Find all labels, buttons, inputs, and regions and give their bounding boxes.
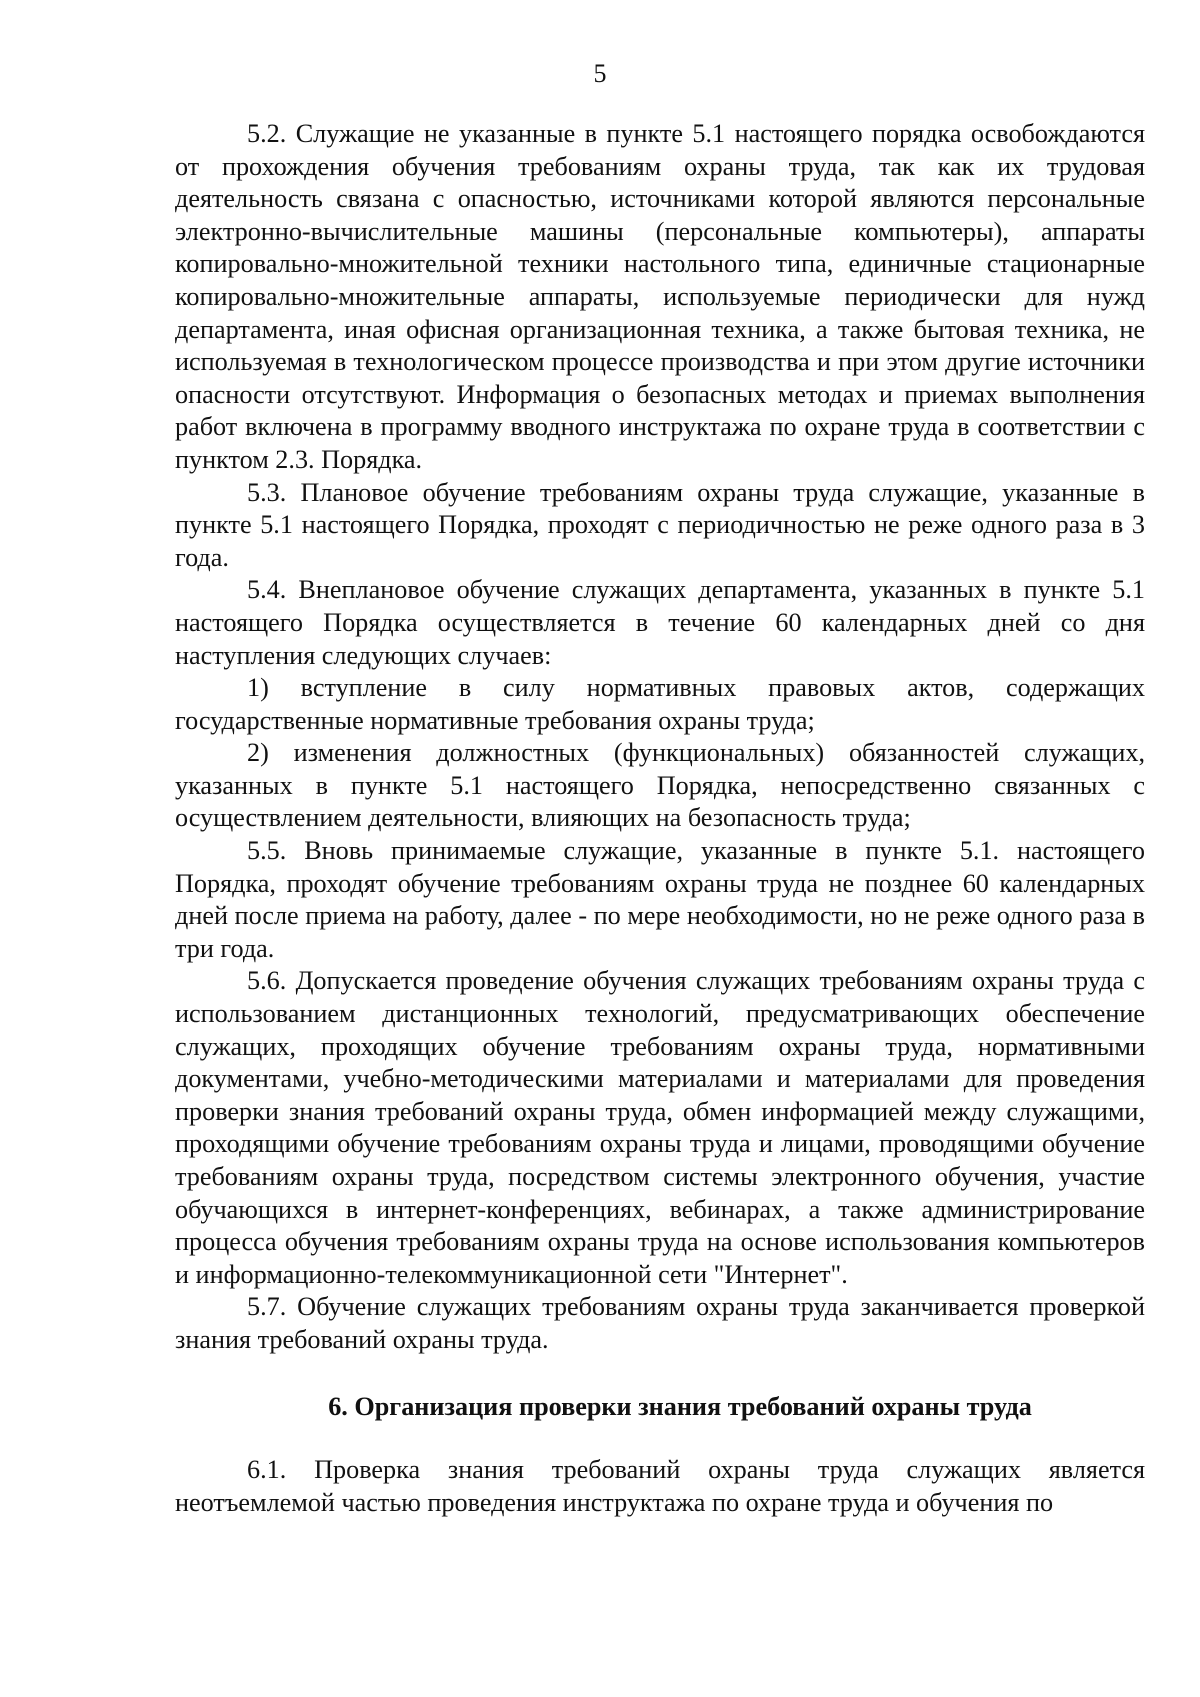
paragraph-5-5: 5.5. Вновь принимаемые служащие, указанные в пункте 5.1. настоящего Порядка, проходят обучение требованиям охраны труда не позднее 60 календарных дней после приема на работу, далее - по мере необходимости, но не реже одного раза в три года. [175, 836, 1145, 963]
list-item-2: 2) изменения должностных (функциональных) обязанностей служащих, указанных в пункте 5.1 настоящего Порядка, непосредственно связанных с осуществлением деятельности, влияющих на безопасность труда; [175, 738, 1145, 833]
document-body [175, 118, 1145, 1519]
section-heading: 6. Организация проверки знания требований охраны труда [328, 1391, 1032, 1421]
paragraph-5-7: 5.7. Обучение служащих требованиям охраны труда заканчивается проверкой знания требований охраны труда. [175, 1292, 1145, 1354]
paragraph-5-3: 5.3. Плановое обучение требованиям охраны труда служащие, указанные в пункте 5.1 настоящего Порядка, проходят с периодичностью не реже одного раза в 3 года. [175, 477, 1145, 572]
page-number: 5 [593, 59, 607, 88]
paragraph-5-2: 5.2. Служащие не указанные в пункте 5.1 настоящего порядка освобождаются от прохождения обучения требованиям охраны труда, так как их трудовая деятельность связана с опасностью, источниками которой являются персональные электронно-вычислительные машины (персональные компьютеры), аппараты копировально-множительной техники настольного типа, единичные стационарные копировально-множительные аппараты, используемые периодически для нужд департамента, иная офисная организационная техника, а также бытовая техника, не используемая в технологическом процессе производства и при этом другие источники опасности отсутствуют. Информация о безопасных методах и приемах выполнения работ включена в программу вводного инструктажа по охране труда в соответствии с пунктом 2.3. Порядка. [175, 119, 1145, 474]
paragraph-5-6: 5.6. Допускается проведение обучения служащих требованиям охраны труда с использованием дистанционных технологий, предусматривающих обеспечение служащих, проходящих обучение требованиям охраны труда, нормативными документами, учебно-методическими материалами и материалами для проведения проверки знания требований охраны труда, обмен информацией между служащими, проходящими обучение требованиям охраны труда и лицами, проводящими обучение требованиям охраны труда, посредством системы электронного обучения, участие обучающихся в интернет-конференциях, вебинарах, а также администрирование процесса обучения требованиям охраны труда на основе использования компьютеров и информационно-телекоммуникационной сети "Интернет". [175, 966, 1145, 1289]
paragraph-6-1: 6.1. Проверка знания требований охраны труда служащих является неотъемлемой частью проведения инструктажа по охране труда и обучения по [175, 1455, 1145, 1517]
list-item-1: 1) вступление в силу нормативных правовых актов, содержащих государственные нормативные требования охраны труда; [175, 673, 1145, 735]
paragraph-5-4: 5.4. Внеплановое обучение служащих департамента, указанных в пункте 5.1 настоящего Порядка осуществляется в течение 60 календарных дней со дня наступления следующих случаев: [175, 575, 1145, 670]
